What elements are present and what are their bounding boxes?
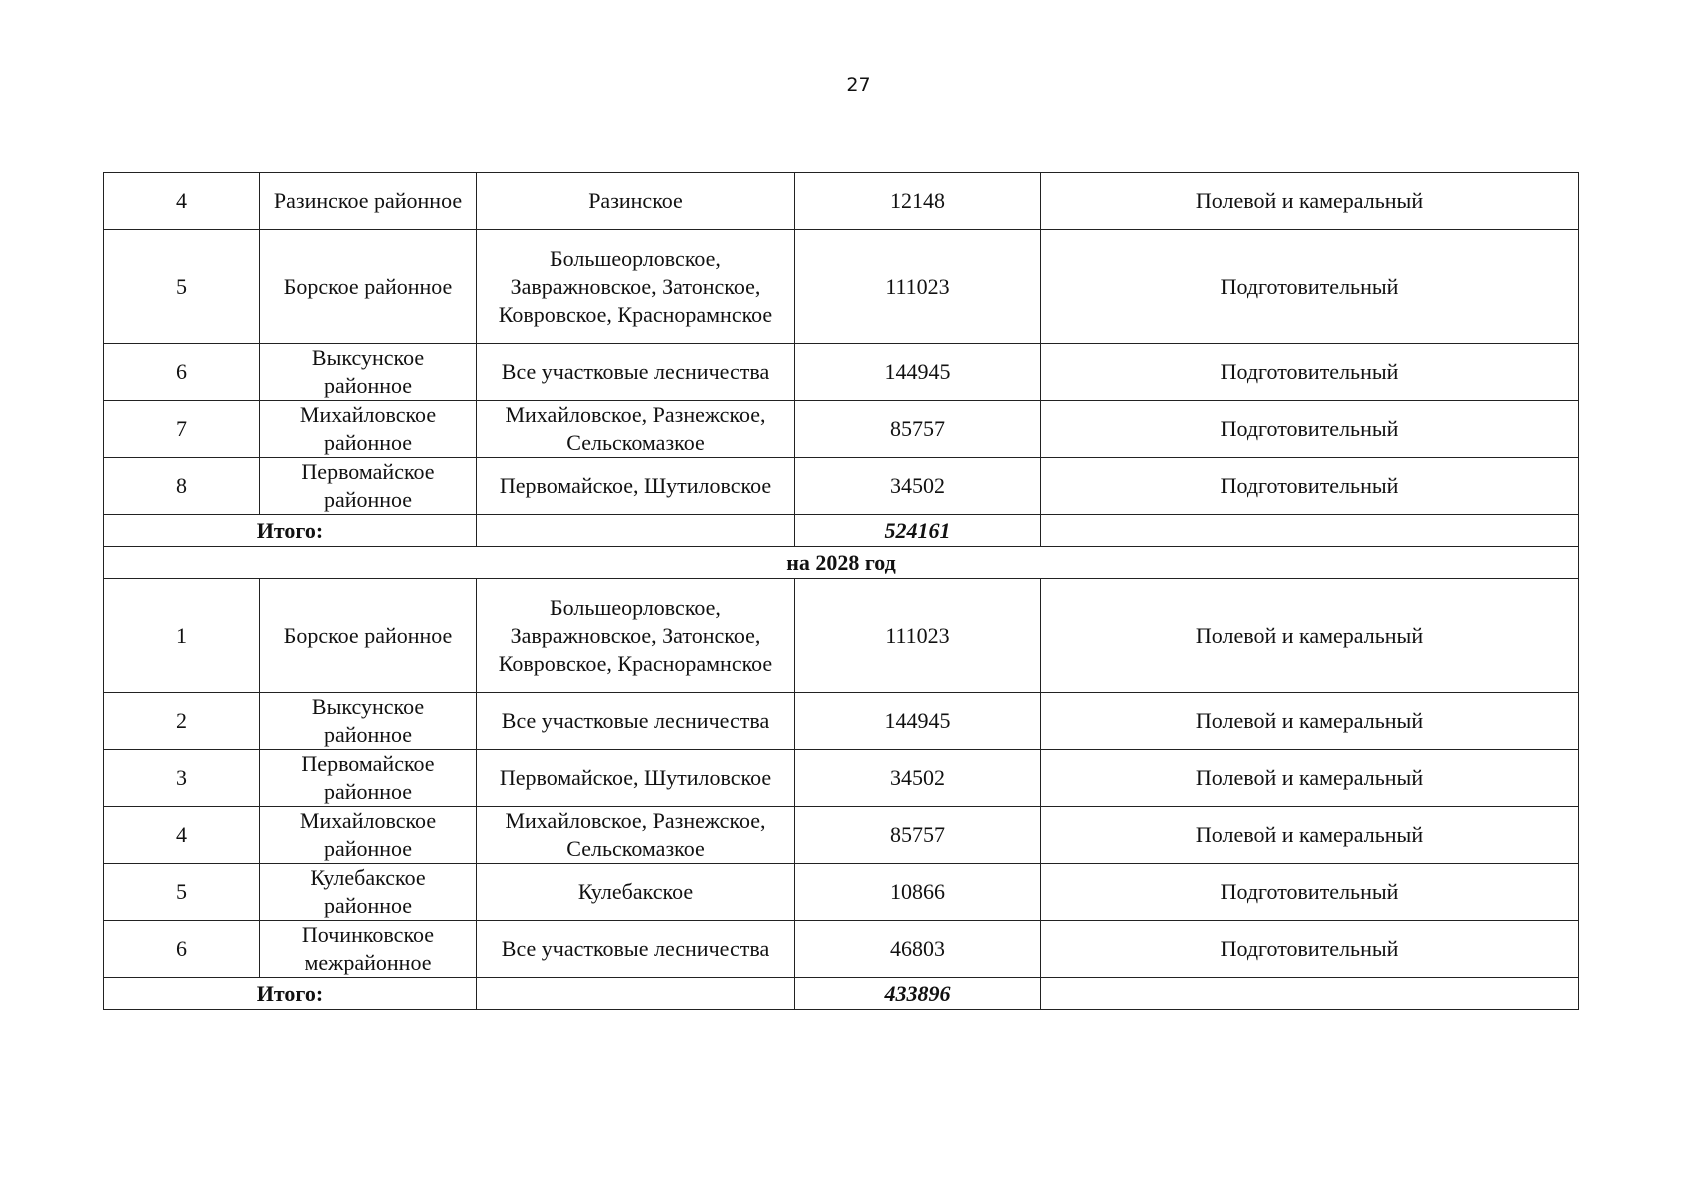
area-value: 144945 <box>795 693 1041 750</box>
forestry-name: Выксунское районное <box>260 693 477 750</box>
table-row <box>104 230 1579 344</box>
area-value: 34502 <box>795 458 1041 515</box>
work-stage: Полевой и камеральный <box>1041 750 1579 807</box>
row-number: 7 <box>104 401 260 458</box>
table-row <box>104 458 1579 515</box>
work-stage: Подготовительный <box>1041 864 1579 921</box>
forestry-name: Михайловское районное <box>260 401 477 458</box>
area-value: 111023 <box>795 579 1041 693</box>
forestry-name: Первомайское районное <box>260 458 477 515</box>
area-value: 144945 <box>795 344 1041 401</box>
forestry-name: Михайловское районное <box>260 807 477 864</box>
work-stage: Подготовительный <box>1041 344 1579 401</box>
empty-cell <box>477 978 795 1010</box>
table-row <box>104 807 1579 864</box>
area-value: 111023 <box>795 230 1041 344</box>
district-forestries: Все участковые лесничества <box>477 693 795 750</box>
district-forestries: Все участковые лесничества <box>477 344 795 401</box>
work-stage: Подготовительный <box>1041 921 1579 978</box>
work-stage: Подготовительный <box>1041 401 1579 458</box>
area-value: 85757 <box>795 807 1041 864</box>
work-stage: Подготовительный <box>1041 458 1579 515</box>
row-number: 2 <box>104 693 260 750</box>
area-value: 10866 <box>795 864 1041 921</box>
work-stage: Полевой и камеральный <box>1041 579 1579 693</box>
total-label: Итого: <box>104 515 477 547</box>
empty-cell <box>477 515 795 547</box>
empty-cell <box>1041 978 1579 1010</box>
area-value: 85757 <box>795 401 1041 458</box>
district-forestries: Первомайское, Шутиловское <box>477 458 795 515</box>
row-number: 1 <box>104 579 260 693</box>
row-number: 6 <box>104 921 260 978</box>
table-row <box>104 750 1579 807</box>
row-number: 5 <box>104 864 260 921</box>
area-value: 12148 <box>795 173 1041 230</box>
work-stage: Подготовительный <box>1041 230 1579 344</box>
forestry-name: Починковское межрайонное <box>260 921 477 978</box>
work-stage: Полевой и камеральный <box>1041 693 1579 750</box>
forestry-name: Кулебакское районное <box>260 864 477 921</box>
forestry-name: Борское районное <box>260 579 477 693</box>
table-row <box>104 921 1579 978</box>
section-header-row <box>104 547 1579 579</box>
district-forestries: Кулебакское <box>477 864 795 921</box>
row-number: 6 <box>104 344 260 401</box>
forestry-name: Выксунское районное <box>260 344 477 401</box>
table-row <box>104 693 1579 750</box>
area-value: 46803 <box>795 921 1041 978</box>
row-number: 8 <box>104 458 260 515</box>
district-forestries: Все участковые лесничества <box>477 921 795 978</box>
page-number: 27 <box>846 74 871 96</box>
table-row <box>104 864 1579 921</box>
row-number: 4 <box>104 173 260 230</box>
table-row <box>104 173 1579 230</box>
area-value: 34502 <box>795 750 1041 807</box>
total-row <box>104 978 1579 1010</box>
district-forestries: Разинское <box>477 173 795 230</box>
work-stage: Полевой и камеральный <box>1041 807 1579 864</box>
forestry-name: Разинское районное <box>260 173 477 230</box>
total-value: 433896 <box>795 978 1041 1010</box>
row-number: 4 <box>104 807 260 864</box>
table-row <box>104 344 1579 401</box>
district-forestries: Михайловское, Разнежское, Сельскомазкое <box>477 401 795 458</box>
row-number: 3 <box>104 750 260 807</box>
section-header-2028: на 2028 год <box>104 547 1579 579</box>
total-row <box>104 515 1579 547</box>
work-stage: Полевой и камеральный <box>1041 173 1579 230</box>
total-value: 524161 <box>795 515 1041 547</box>
table-row <box>104 579 1579 693</box>
table-row <box>104 401 1579 458</box>
forest-inventory-table <box>103 172 1579 1010</box>
district-forestries: Первомайское, Шутиловское <box>477 750 795 807</box>
empty-cell <box>1041 515 1579 547</box>
forestry-name: Борское районное <box>260 230 477 344</box>
total-label: Итого: <box>104 978 477 1010</box>
district-forestries: Михайловское, Разнежское, Сельскомазкое <box>477 807 795 864</box>
district-forestries: Большеорловское, Завражновское, Затонское, Ковровское, Краснорамнское <box>477 579 795 693</box>
row-number: 5 <box>104 230 260 344</box>
forestry-name: Первомайское районное <box>260 750 477 807</box>
district-forestries: Большеорловское, Завражновское, Затонское, Ковровское, Краснорамнское <box>477 230 795 344</box>
